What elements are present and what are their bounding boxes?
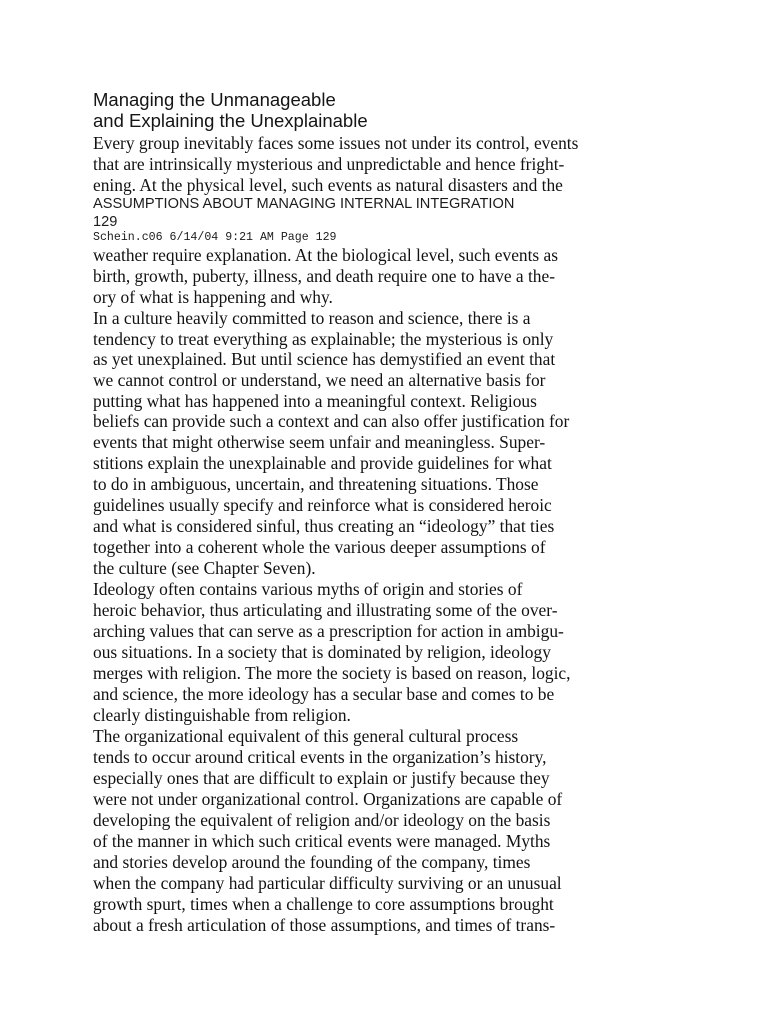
body-line: of the manner in which such critical events were managed. Myths bbox=[93, 831, 551, 851]
body-line: merges with religion. The more the society is based on reason, logic, bbox=[93, 663, 571, 683]
body-line: weather require explanation. At the biological level, such events as bbox=[93, 245, 559, 265]
body-line: Ideology often contains various myths of origin and stories of bbox=[93, 579, 523, 599]
body-line: events that might otherwise seem unfair and meaningless. Super- bbox=[93, 432, 546, 452]
body-line: and what is considered sinful, thus creating an “ideology” that ties bbox=[93, 516, 555, 536]
body-line: we cannot control or understand, we need an alternative basis for bbox=[93, 370, 546, 390]
body-line: guidelines usually specify and reinforce what is considered heroic bbox=[93, 495, 552, 515]
file-metadata-line: Schein.c06 6/14/04 9:21 AM Page 129 bbox=[93, 231, 337, 244]
body-line: arching values that can serve as a prescription for action in ambigu- bbox=[93, 621, 564, 641]
body-line: ory of what is happening and why. bbox=[93, 287, 333, 307]
body-line: The organizational equivalent of this general cultural process bbox=[93, 726, 519, 746]
body-line: beliefs can provide such a context and can also offer justification for bbox=[93, 411, 570, 431]
body-line: when the company had particular difficulty surviving or an unusual bbox=[93, 873, 562, 893]
body-line: clearly distinguishable from religion. bbox=[93, 705, 351, 725]
body-line: that are intrinsically mysterious and unpredictable and hence fright- bbox=[93, 154, 565, 174]
body-line: and science, the more ideology has a secular base and comes to be bbox=[93, 684, 555, 704]
body-line: ening. At the physical level, such events as natural disasters and the bbox=[93, 175, 563, 195]
body-line: growth spurt, times when a challenge to core assumptions brought bbox=[93, 894, 554, 914]
body-line: were not under organizational control. Organizations are capable of bbox=[93, 789, 563, 809]
body-line: the culture (see Chapter Seven). bbox=[93, 558, 316, 578]
body-line: about a fresh articulation of those assumptions, and times of trans- bbox=[93, 915, 556, 935]
body-line: In a culture heavily committed to reason and science, there is a bbox=[93, 308, 531, 328]
body-line: heroic behavior, thus articulating and illustrating some of the over- bbox=[93, 600, 558, 620]
body-line: developing the equivalent of religion and/or ideology on the basis bbox=[93, 810, 551, 830]
body-line: as yet unexplained. But until science has demystified an event that bbox=[93, 349, 556, 369]
body-line: ous situations. In a society that is dominated by religion, ideology bbox=[93, 642, 551, 662]
body-line: especially ones that are difficult to explain or justify because they bbox=[93, 768, 550, 788]
section-heading-line-1: Managing the Unmanageable bbox=[93, 89, 336, 110]
body-line: together into a coherent whole the various deeper assumptions of bbox=[93, 537, 546, 557]
body-line: stitions explain the unexplainable and provide guidelines for what bbox=[93, 453, 552, 473]
page-number: 129 bbox=[93, 214, 118, 230]
body-line: Every group inevitably faces some issues not under its control, events bbox=[93, 133, 579, 153]
body-line: tends to occur around critical events in the organization’s history, bbox=[93, 747, 547, 767]
body-line: to do in ambiguous, uncertain, and threatening situations. Those bbox=[93, 474, 539, 494]
section-heading-line-2: and Explaining the Unexplainable bbox=[93, 110, 368, 131]
running-header: ASSUMPTIONS ABOUT MANAGING INTERNAL INTEGRATION bbox=[93, 196, 515, 212]
body-line: birth, growth, puberty, illness, and death require one to have a the- bbox=[93, 266, 555, 286]
body-line: tendency to treat everything as explainable; the mysterious is only bbox=[93, 329, 554, 349]
body-line: putting what has happened into a meaningful context. Religious bbox=[93, 391, 537, 411]
body-line: and stories develop around the founding of the company, times bbox=[93, 852, 531, 872]
